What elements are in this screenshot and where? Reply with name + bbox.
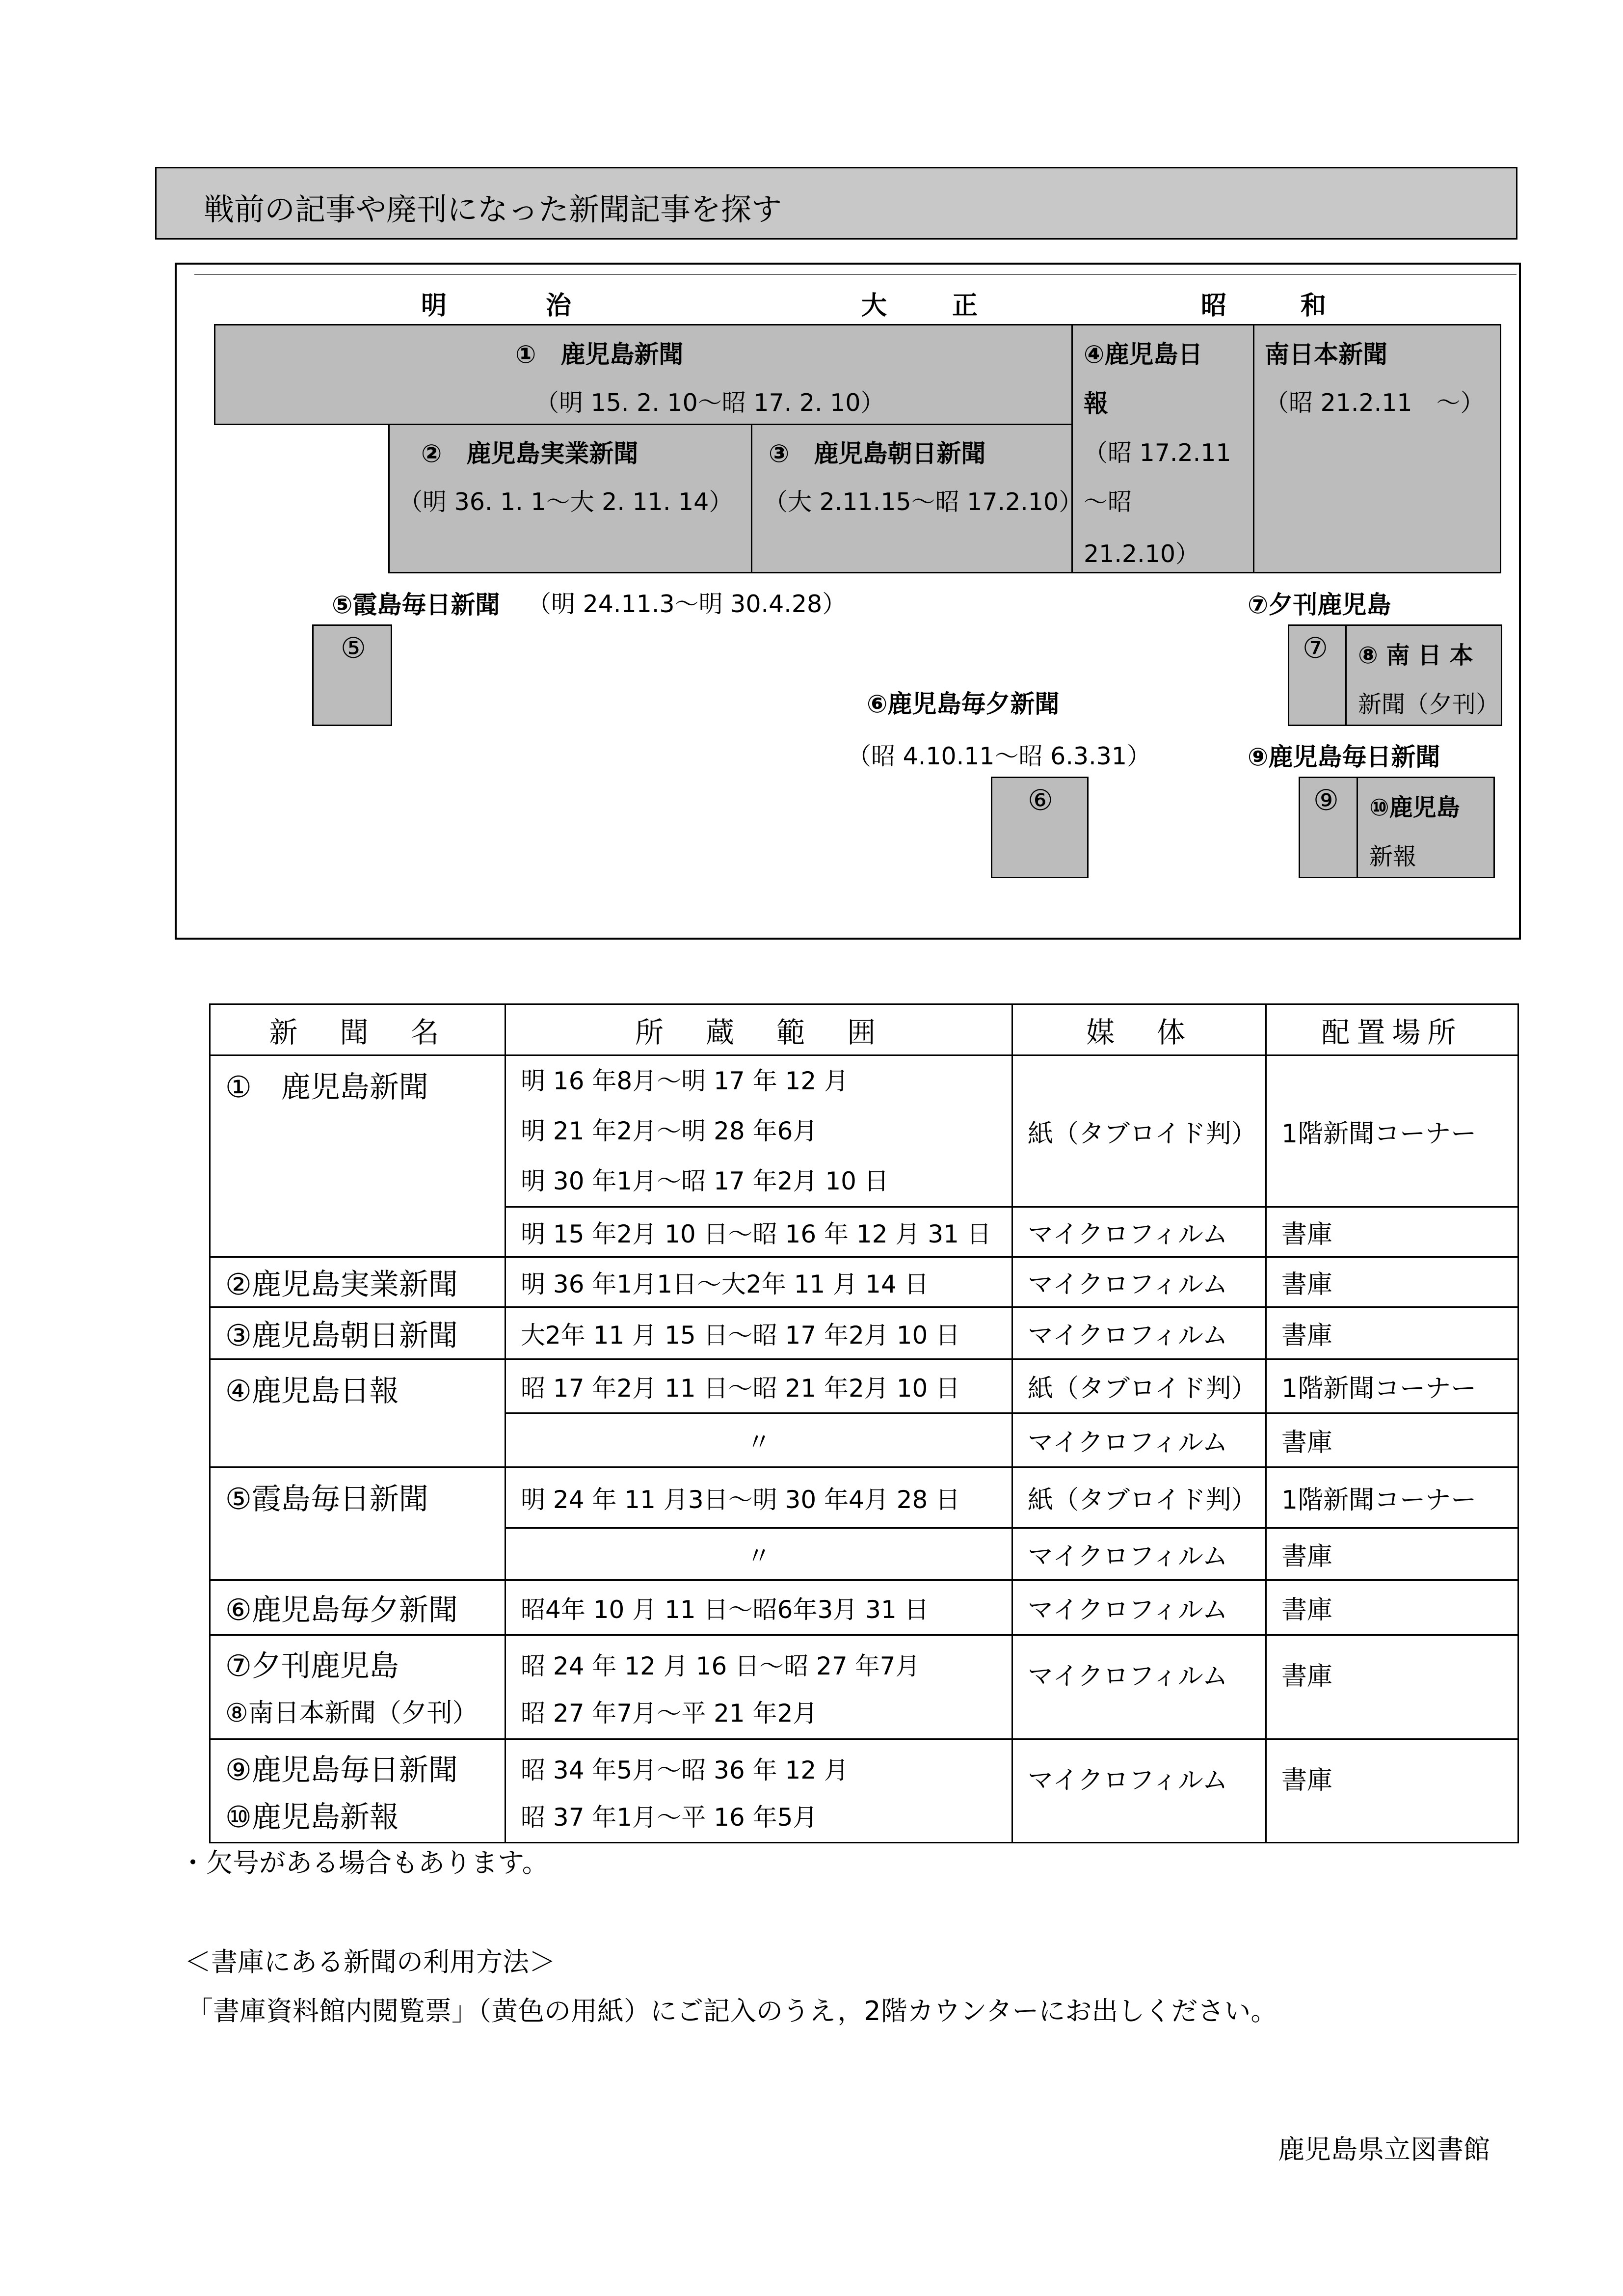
timeline-nippo-period-3: 21.2.10） <box>1084 540 1200 568</box>
row-name: ⑤霞島毎日新聞 <box>210 1467 506 1580</box>
table-header-row <box>210 1004 1518 1055</box>
usage-text: 「書庫資料館内閲覧票」（黄色の用紙）にご記入のうえ，2階カウンターにお出しください。 <box>186 1996 1277 2026</box>
row-range <box>506 1635 1012 1739</box>
page-title: 戦前の記事や廃刊になった新聞記事を探す <box>204 191 782 227</box>
row-range: 明 36 年1月1日～大2年 11 月 14 日 <box>506 1257 1012 1307</box>
row-location: 書庫 <box>1266 1739 1518 1843</box>
row-location: 1階新聞コーナー <box>1266 1467 1518 1528</box>
row-medium: マイクロフィルム <box>1012 1580 1266 1635</box>
timeline-yukan-sub-label-1: ⑧ 南 日 本 <box>1358 642 1473 669</box>
table-row <box>210 1359 1518 1413</box>
row-medium: マイクロフィルム <box>1012 1413 1266 1467</box>
row-name: ④鹿児島日報 <box>210 1359 506 1467</box>
col-header-medium: 媒 体 <box>1012 1004 1266 1055</box>
row-medium: マイクロフィルム <box>1012 1739 1266 1843</box>
timeline-jitsugyo-period: （明 36. 1. 1～大 2. 11. 14） <box>399 488 733 516</box>
col-header-location: 配置場所 <box>1266 1004 1518 1055</box>
row-range <box>506 1739 1012 1843</box>
holdings-table <box>209 1003 1519 1843</box>
timeline-minami-period: （昭 21.2.11 ～） <box>1265 389 1485 417</box>
row-range-line: 明 16 年8月～明 17 年 12 月 <box>521 1067 849 1095</box>
timeline-kirishima-label: ⑤霞島毎日新聞 <box>332 591 500 619</box>
timeline-nippo-period-2: ～昭 <box>1084 488 1132 516</box>
row-range-line: 昭 27 年7月～平 21 年2月 <box>521 1699 818 1728</box>
timeline-kirishima-box-label: ⑤ <box>341 631 366 665</box>
timeline-asahi-period: （大 2.11.15～昭 17.2.10） <box>764 488 1083 516</box>
row-medium: マイクロフィルム <box>1012 1528 1266 1580</box>
row-name-line: ⑩鹿児島新報 <box>225 1800 399 1835</box>
row-range-line: 明 21 年2月～明 28 年6月 <box>521 1117 818 1145</box>
row-medium: マイクロフィルム <box>1012 1257 1266 1307</box>
row-range: 〃 <box>506 1528 1012 1580</box>
row-medium: マイクロフィルム <box>1012 1207 1266 1257</box>
era-taisho-2: 正 <box>952 291 978 321</box>
row-name-line: ⑦夕刊鹿児島 <box>225 1649 399 1683</box>
row-medium: マイクロフィルム <box>1012 1635 1266 1739</box>
table-row <box>210 1307 1518 1359</box>
row-range-line: 昭 34 年5月～昭 36 年 12 月 <box>521 1756 849 1784</box>
era-showa-1: 昭 <box>1201 291 1227 321</box>
era-rule <box>194 274 1517 275</box>
table-row <box>210 1257 1518 1307</box>
row-range: 昭4年 10 月 11 日～昭6年3月 31 日 <box>506 1580 1012 1635</box>
row-name: ③鹿児島朝日新聞 <box>210 1307 506 1359</box>
col-header-range: 所 蔵 範 囲 <box>506 1004 1012 1055</box>
title-banner <box>155 167 1517 240</box>
usage-heading: ＜書庫にある新聞の利用方法＞ <box>185 1946 556 1977</box>
timeline-yukan-sub-label-2: 新聞（夕刊） <box>1358 691 1500 718</box>
row-name <box>210 1739 506 1843</box>
timeline-divider <box>751 424 752 573</box>
table-row <box>210 1739 1518 1843</box>
note-missing-issues: ・欠号がある場合もあります。 <box>180 1847 549 1878</box>
timeline-nippo-label-1: ④鹿児島日 <box>1084 340 1203 369</box>
row-location: 書庫 <box>1266 1307 1518 1359</box>
row-range: 〃 <box>506 1413 1012 1467</box>
row-range: 明 15 年2月 10 日～昭 16 年 12 月 31 日 <box>506 1207 1012 1257</box>
table-row <box>210 1635 1518 1739</box>
timeline-mainichi-label: ⑨鹿児島毎日新聞 <box>1248 743 1440 771</box>
row-location: 1階新聞コーナー <box>1266 1359 1518 1413</box>
timeline-jitsugyo-label: ② 鹿児島実業新聞 <box>421 439 639 468</box>
row-location: 書庫 <box>1266 1580 1518 1635</box>
timeline-kagoshima-period: （明 15. 2. 10～昭 17. 2. 10） <box>535 389 885 417</box>
timeline-kirishima-period: （明 24.11.3～明 30.4.28） <box>527 590 847 618</box>
timeline-yukan-label: ⑦夕刊鹿児島 <box>1248 591 1391 619</box>
row-range <box>506 1055 1012 1207</box>
row-name <box>210 1635 506 1739</box>
era-taisho-1: 大 <box>861 291 887 321</box>
row-location: 書庫 <box>1266 1257 1518 1307</box>
footer-library: 鹿児島県立図書館 <box>1278 2134 1490 2165</box>
row-range-line: 昭 24 年 12 月 16 日～昭 27 年7月 <box>521 1652 920 1680</box>
table-row <box>210 1467 1518 1528</box>
row-name-line: ⑧南日本新聞（夕刊） <box>225 1699 478 1728</box>
timeline-mainichi-sub-label-1: ⑩鹿児島 <box>1369 794 1460 821</box>
row-range-line: 昭 37 年1月～平 16 年5月 <box>521 1803 818 1832</box>
table-row <box>210 1580 1518 1635</box>
timeline-mainichi-box-label: ⑨ <box>1313 783 1339 817</box>
timeline-maiseki-box-label: ⑥ <box>1028 783 1053 817</box>
row-location: 書庫 <box>1266 1413 1518 1467</box>
timeline-nippo-period-1: （昭 17.2.11 <box>1084 439 1231 467</box>
timeline-maiseki-label: ⑥鹿児島毎夕新聞 <box>867 690 1060 718</box>
era-showa-2: 和 <box>1301 291 1327 321</box>
row-location: 書庫 <box>1266 1635 1518 1739</box>
row-location: 書庫 <box>1266 1528 1518 1580</box>
timeline-asahi-label: ③ 鹿児島朝日新聞 <box>769 439 986 468</box>
row-range-line: 明 30 年1月～昭 17 年2月 10 日 <box>521 1167 889 1195</box>
era-meiji-1: 明 <box>421 291 447 321</box>
row-range: 昭 17 年2月 11 日～昭 21 年2月 10 日 <box>506 1359 1012 1413</box>
timeline-mainichi-sub-label-2: 新報 <box>1369 843 1417 870</box>
row-name: ⑥鹿児島毎夕新聞 <box>210 1580 506 1635</box>
row-medium: 紙（タブロイド判） <box>1012 1359 1266 1413</box>
col-header-name: 新 聞 名 <box>210 1004 506 1055</box>
row-medium: 紙（タブロイド判） <box>1012 1055 1266 1207</box>
row-name-line: ⑨鹿児島毎日新聞 <box>225 1753 458 1787</box>
timeline-minami-label: 南日本新聞 <box>1265 340 1387 369</box>
timeline-nippo-label-2: 報 <box>1084 389 1108 418</box>
row-range: 明 24 年 11 月3日～明 30 年4月 28 日 <box>506 1467 1012 1528</box>
row-range: 大2年 11 月 15 日～昭 17 年2月 10 日 <box>506 1307 1012 1359</box>
table-row <box>210 1055 1518 1207</box>
row-location: 1階新聞コーナー <box>1266 1055 1518 1207</box>
row-name: ① 鹿児島新聞 <box>210 1055 506 1257</box>
era-meiji-2: 治 <box>546 291 572 321</box>
row-medium: マイクロフィルム <box>1012 1307 1266 1359</box>
timeline-kagoshima-label: ① 鹿児島新聞 <box>515 340 684 369</box>
timeline-yukan-box-label: ⑦ <box>1303 631 1328 665</box>
row-name: ②鹿児島実業新聞 <box>210 1257 506 1307</box>
timeline-maiseki-period: （昭 4.10.11～昭 6.3.31） <box>847 742 1151 770</box>
row-location: 書庫 <box>1266 1207 1518 1257</box>
row-medium: 紙（タブロイド判） <box>1012 1467 1266 1528</box>
